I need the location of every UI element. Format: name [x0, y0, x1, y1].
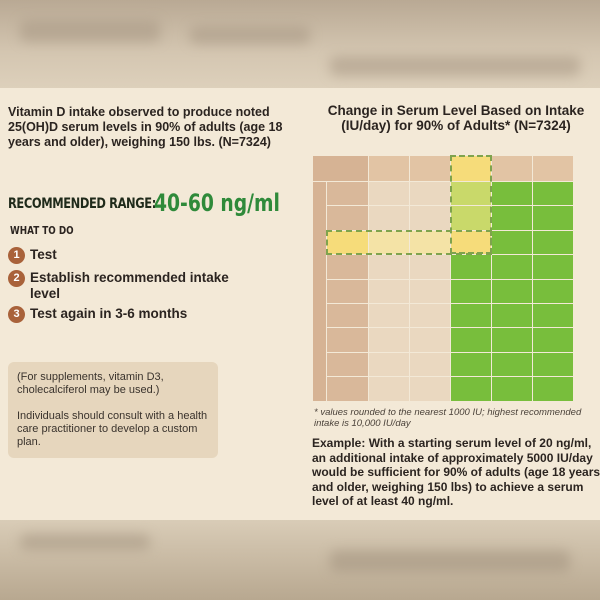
table-cell	[410, 182, 450, 205]
table-cell	[410, 328, 450, 351]
row-header	[327, 255, 368, 278]
table-cell	[533, 304, 573, 327]
consult-note: Individuals should consult with a health care practitioner to develop a custom plan.	[17, 410, 208, 448]
table-cell	[369, 353, 409, 376]
table-cell	[410, 255, 450, 278]
table-corner	[313, 156, 368, 181]
table-cell	[492, 377, 532, 400]
step-2	[8, 270, 230, 302]
intake-table	[313, 156, 598, 406]
table-cell	[369, 377, 409, 400]
supplement-note: (For supplements, vitamin D3, cholecalciferol may be used.)	[17, 371, 164, 396]
table-cell	[492, 231, 532, 254]
step-text: Test again in 3-6 months	[30, 306, 188, 321]
highlight-row-20	[326, 230, 492, 255]
table-cell	[410, 377, 450, 400]
note-box	[8, 362, 218, 458]
infographic-panel	[0, 88, 600, 520]
step-number-icon: 1	[8, 247, 25, 264]
step-text: Test	[30, 247, 57, 262]
table-cell	[410, 280, 450, 303]
table-cell	[533, 353, 573, 376]
table-cell	[492, 328, 532, 351]
table-cell	[492, 280, 532, 303]
column-header	[492, 156, 532, 181]
table-cell	[369, 280, 409, 303]
table-cell	[492, 206, 532, 229]
blurred-top-background	[0, 0, 600, 88]
current-level-sidebar	[313, 182, 326, 401]
table-cell	[451, 255, 491, 278]
intro-text: Vitamin D intake observed to produce noted 25(OH)D serum levels in 90% of adults (age 18 years and older), weighing 150 lbs. (N=7324)	[8, 105, 283, 149]
step-number-icon: 3	[8, 306, 25, 323]
step-text: Establish recommended intake level	[30, 270, 229, 301]
column-header	[369, 156, 409, 181]
row-header	[327, 280, 368, 303]
column-header	[410, 156, 450, 181]
recommended-label: RECOMMENDED RANGE:	[8, 196, 156, 212]
table-cell	[492, 255, 532, 278]
table-cell	[533, 182, 573, 205]
table-cell	[533, 377, 573, 400]
step-number-icon: 2	[8, 270, 25, 287]
table-cell	[451, 353, 491, 376]
table-cell	[451, 377, 491, 400]
table-cell	[410, 304, 450, 327]
table-title: Change in Serum Level Based on Intake (IU/day) for 90% of Adults* (N=7324)	[327, 103, 585, 133]
table-cell	[369, 255, 409, 278]
column-header	[533, 156, 573, 181]
table-cell	[451, 304, 491, 327]
table-cell	[369, 206, 409, 229]
table-cell	[533, 280, 573, 303]
table-cell	[451, 328, 491, 351]
step-1	[8, 247, 230, 264]
row-header	[327, 206, 368, 229]
table-cell	[533, 206, 573, 229]
table-cell	[533, 328, 573, 351]
footnote: * values rounded to the nearest 1000 IU; highest recommended intake is 10,000 IU/day	[314, 407, 582, 429]
blurred-bottom-background	[0, 520, 600, 600]
table-cell	[533, 231, 573, 254]
table-cell	[492, 353, 532, 376]
table-cell	[369, 304, 409, 327]
recommended-range	[8, 189, 280, 217]
row-header	[327, 377, 368, 400]
row-header	[327, 353, 368, 376]
example-text: Example: With a starting serum level of 20 ng/ml, an additional intake of approximately 5000 IU/day would be sufficient for 90% of adults (age 18 years and older, weighing 150 lbs) to achieve a serum level of at least 40 ng/ml.	[312, 436, 600, 508]
table-cell	[410, 353, 450, 376]
table-cell	[369, 328, 409, 351]
step-3	[8, 306, 230, 323]
row-header	[327, 328, 368, 351]
row-header	[327, 182, 368, 205]
what-to-do-heading: WHAT TO DO	[10, 224, 74, 237]
table-cell	[533, 255, 573, 278]
table-cell	[369, 182, 409, 205]
table-cell	[410, 206, 450, 229]
table-cell	[451, 280, 491, 303]
table-cell	[492, 182, 532, 205]
recommended-value: 40-60 ng/ml	[154, 189, 280, 217]
table-cell	[492, 304, 532, 327]
row-header	[327, 304, 368, 327]
